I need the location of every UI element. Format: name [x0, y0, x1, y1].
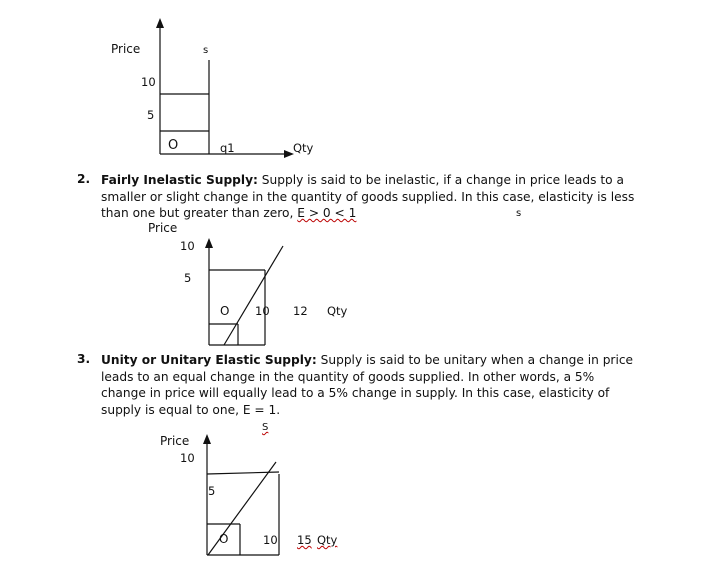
diagram2-q-12: 12	[293, 304, 308, 318]
diagram1-tick-10: 10	[141, 75, 156, 89]
item2-paragraph	[101, 172, 657, 222]
diagram1-x-axis-label: Qty	[293, 141, 314, 155]
diagram3-q-10: 10	[263, 533, 278, 547]
item3-body-line4: supply is equal to one, E = 1.	[101, 402, 281, 417]
diagram3-price-label: Price	[160, 434, 190, 448]
diagram3-y-arrowhead	[203, 434, 211, 444]
diagram3-tick-10: 10	[180, 451, 195, 465]
item2-body-line2: smaller or slight change in the quantity of goods supplied. In this case, elasticity is less	[101, 189, 635, 204]
diagram3-q-15: 15	[297, 533, 312, 547]
diagram2-supply-line	[224, 246, 283, 345]
item2-body-line3: than one but greater than zero,	[101, 206, 298, 220]
diagram2-graph	[205, 238, 283, 345]
item3-heading: Unity or Unitary Elastic Supply:	[101, 353, 317, 367]
diagram1-q-label: q1	[220, 141, 235, 155]
diagram2-y-arrowhead	[205, 238, 213, 248]
item3-number: 3.	[77, 352, 91, 366]
diagram1-tick-5: 5	[147, 108, 155, 122]
item2-supply-label: s	[516, 208, 522, 219]
diagram3-origin-label: O	[219, 532, 229, 546]
diagram1-origin-label: O	[168, 138, 179, 153]
diagram1-y-arrowhead	[156, 18, 164, 28]
diagram2-x-axis-label: Qty	[327, 304, 348, 318]
item3-body-line2: leads to an equal change in the quantity of goods supplied. In other words, a 5%	[101, 369, 595, 384]
item2-heading: Fairly Inelastic Supply:	[101, 173, 258, 187]
item2-number: 2.	[77, 172, 91, 186]
diagram1-graph	[156, 18, 294, 158]
diagram2-price-label: Price	[148, 221, 178, 235]
diagram2-q-10: 10	[255, 304, 270, 318]
diagram2-tick-10: 10	[180, 239, 195, 253]
item3-body-line3: change in price will equally lead to a 5% change in supply. In this case, elasticity of	[101, 386, 610, 400]
diagram3-tick-5: 5	[208, 484, 216, 498]
diagram1-price-label: Price	[111, 42, 141, 56]
item2-body-line1: Supply is said to be inelastic, if a change in price leads to a	[257, 173, 624, 187]
diagram2-origin-label: O	[220, 304, 230, 318]
diagram3-x-axis-label: Qty	[317, 533, 338, 547]
diagram2-tick-5: 5	[184, 271, 192, 285]
item3-body-line1: Supply is said to be unitary when a change in price	[316, 353, 634, 367]
item2-formula: E > 0 < 1	[297, 206, 357, 220]
diagram1-supply-label: s	[203, 45, 209, 56]
item3-paragraph	[101, 352, 657, 418]
diagram3-supply-label: S	[262, 422, 269, 433]
